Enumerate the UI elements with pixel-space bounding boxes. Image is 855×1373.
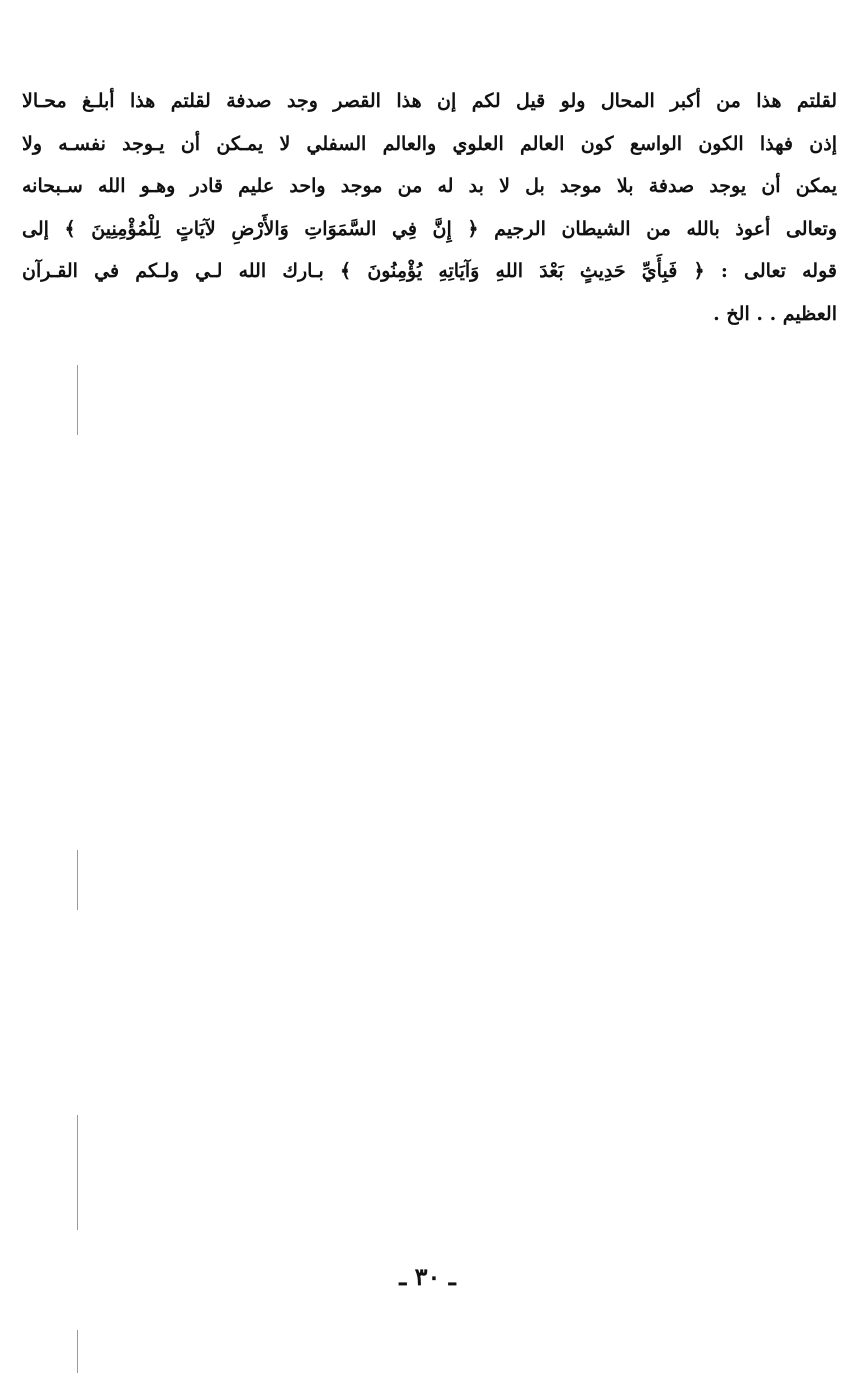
- text-line-1: لقلتم هذا من أكبر المحال ولو قيل لكم إن هذا القصر وجد صدفة لقلتم هذا أبلـغ محـالا: [22, 90, 837, 112]
- body-text: [22, 80, 837, 335]
- text-line-5: قوله تعالى : ﴿ فَبِأَيِّ حَدِيثٍ بَعْدَ اللهِ وَآيَاتِهِ يُؤْمِنُونَ ﴾ بـارك الله لـي ولـكم في القـرآن: [22, 260, 837, 282]
- scan-margin-line: [77, 850, 78, 910]
- text-line-3: يمكن أن يوجد صدفة بلا موجد بل لا بد له من موجد واحد عليم قادر وهـو الله سـبحانه: [22, 175, 837, 197]
- text-line-4: وتعالى أعوذ بالله من الشيطان الرجيم ﴿ إِنَّ فِي السَّمَوَاتِ وَالأَرْضِ لآيَاتٍ لِلْمُؤْمِنِينَ ﴾ إلى: [22, 217, 837, 240]
- page-number: ـ ٣٠ ـ: [399, 1262, 456, 1291]
- scan-margin-line: [77, 365, 78, 435]
- text-line-2: إذن فهذا الكون الواسع كون العالم العلوي والعالم السفلي لا يمـكن أن يـوجد نفسـه ولا: [22, 132, 837, 155]
- scan-margin-line: [77, 1115, 78, 1230]
- text-line-6: العظيم . . الخ .: [713, 302, 837, 325]
- scan-margin-line: [77, 1330, 78, 1373]
